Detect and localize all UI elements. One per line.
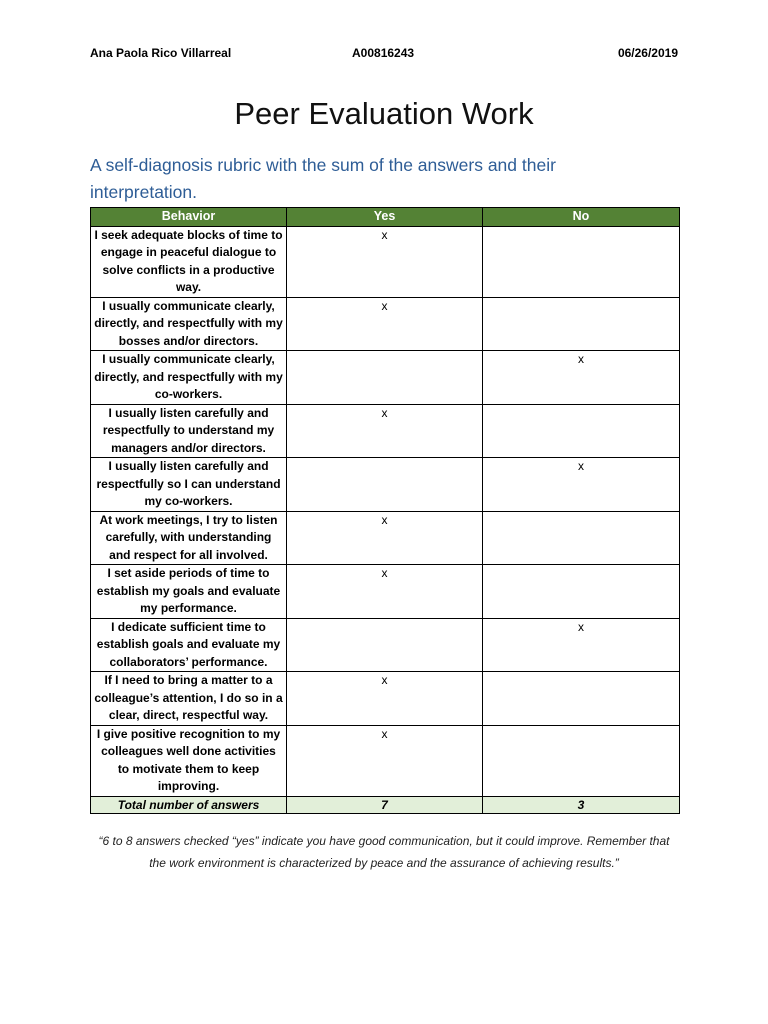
yes-mark-cell: x bbox=[287, 511, 483, 565]
column-header-no: No bbox=[483, 208, 680, 227]
behavior-cell: If I need to bring a matter to a colleague’s attention, I do so in a clear, direct, respectful way. bbox=[91, 672, 287, 726]
behavior-cell: I give positive recognition to my colleagues well done activities to motivate them to keep improving. bbox=[91, 725, 287, 796]
document-date: 06/26/2019 bbox=[617, 46, 678, 60]
column-header-yes: Yes bbox=[287, 208, 483, 227]
rubric-table-body bbox=[91, 226, 680, 813]
document-header bbox=[90, 46, 678, 64]
behavior-cell: I usually communicate clearly, directly, and respectfully with my co-workers. bbox=[91, 351, 287, 405]
no-mark-cell bbox=[483, 511, 680, 565]
total-label: Total number of answers bbox=[91, 796, 287, 813]
page-title: Peer Evaluation Work bbox=[234, 96, 534, 131]
interpretation-quote: “6 to 8 answers checked “yes” indicate you have good communication, but it could improve. Remember that the work environment is characterized by peace and the assurance of achieving results.” bbox=[98, 834, 670, 870]
table-row bbox=[91, 351, 680, 405]
total-row bbox=[91, 796, 680, 813]
page-subtitle: A self-diagnosis rubric with the sum of the answers and their interpretation. bbox=[90, 155, 556, 202]
behavior-cell: At work meetings, I try to listen carefully, with understanding and respect for all involved. bbox=[91, 511, 287, 565]
no-mark-cell bbox=[483, 297, 680, 351]
table-row bbox=[91, 458, 680, 512]
yes-mark-cell: x bbox=[287, 565, 483, 619]
behavior-cell: I seek adequate blocks of time to engage in peaceful dialogue to solve conflicts in a productive way. bbox=[91, 226, 287, 297]
author-name: Ana Paola Rico Villarreal bbox=[90, 46, 232, 60]
behavior-cell: I dedicate sufficient time to establish goals and evaluate my collaborators’ performance. bbox=[91, 618, 287, 672]
no-mark-cell bbox=[483, 565, 680, 619]
yes-mark-cell bbox=[287, 618, 483, 672]
table-row bbox=[91, 725, 680, 796]
no-mark-cell bbox=[483, 672, 680, 726]
table-row bbox=[91, 297, 680, 351]
no-mark-cell bbox=[483, 725, 680, 796]
no-mark-cell: x bbox=[483, 458, 680, 512]
behavior-cell: I set aside periods of time to establish my goals and evaluate my performance. bbox=[91, 565, 287, 619]
yes-mark-cell: x bbox=[287, 672, 483, 726]
yes-mark-cell bbox=[287, 458, 483, 512]
no-mark-cell: x bbox=[483, 618, 680, 672]
table-row bbox=[91, 226, 680, 297]
total-yes: 7 bbox=[287, 796, 483, 813]
table-row bbox=[91, 565, 680, 619]
no-mark-cell: x bbox=[483, 351, 680, 405]
table-row bbox=[91, 672, 680, 726]
table-row bbox=[91, 511, 680, 565]
behavior-cell: I usually communicate clearly, directly, and respectfully with my bosses and/or directors. bbox=[91, 297, 287, 351]
behavior-cell: I usually listen carefully and respectfully so I can understand my co-workers. bbox=[91, 458, 287, 512]
yes-mark-cell: x bbox=[287, 725, 483, 796]
column-header-behavior: Behavior bbox=[91, 208, 287, 227]
rubric-table bbox=[90, 207, 680, 814]
no-mark-cell bbox=[483, 404, 680, 458]
table-header-row bbox=[91, 208, 680, 227]
yes-mark-cell: x bbox=[287, 404, 483, 458]
yes-mark-cell: x bbox=[287, 226, 483, 297]
yes-mark-cell: x bbox=[287, 297, 483, 351]
table-row bbox=[91, 404, 680, 458]
student-id: A00816243 bbox=[352, 46, 415, 60]
yes-mark-cell bbox=[287, 351, 483, 405]
behavior-cell: I usually listen carefully and respectfully to understand my managers and/or directors. bbox=[91, 404, 287, 458]
table-row bbox=[91, 618, 680, 672]
no-mark-cell bbox=[483, 226, 680, 297]
total-no: 3 bbox=[483, 796, 680, 813]
